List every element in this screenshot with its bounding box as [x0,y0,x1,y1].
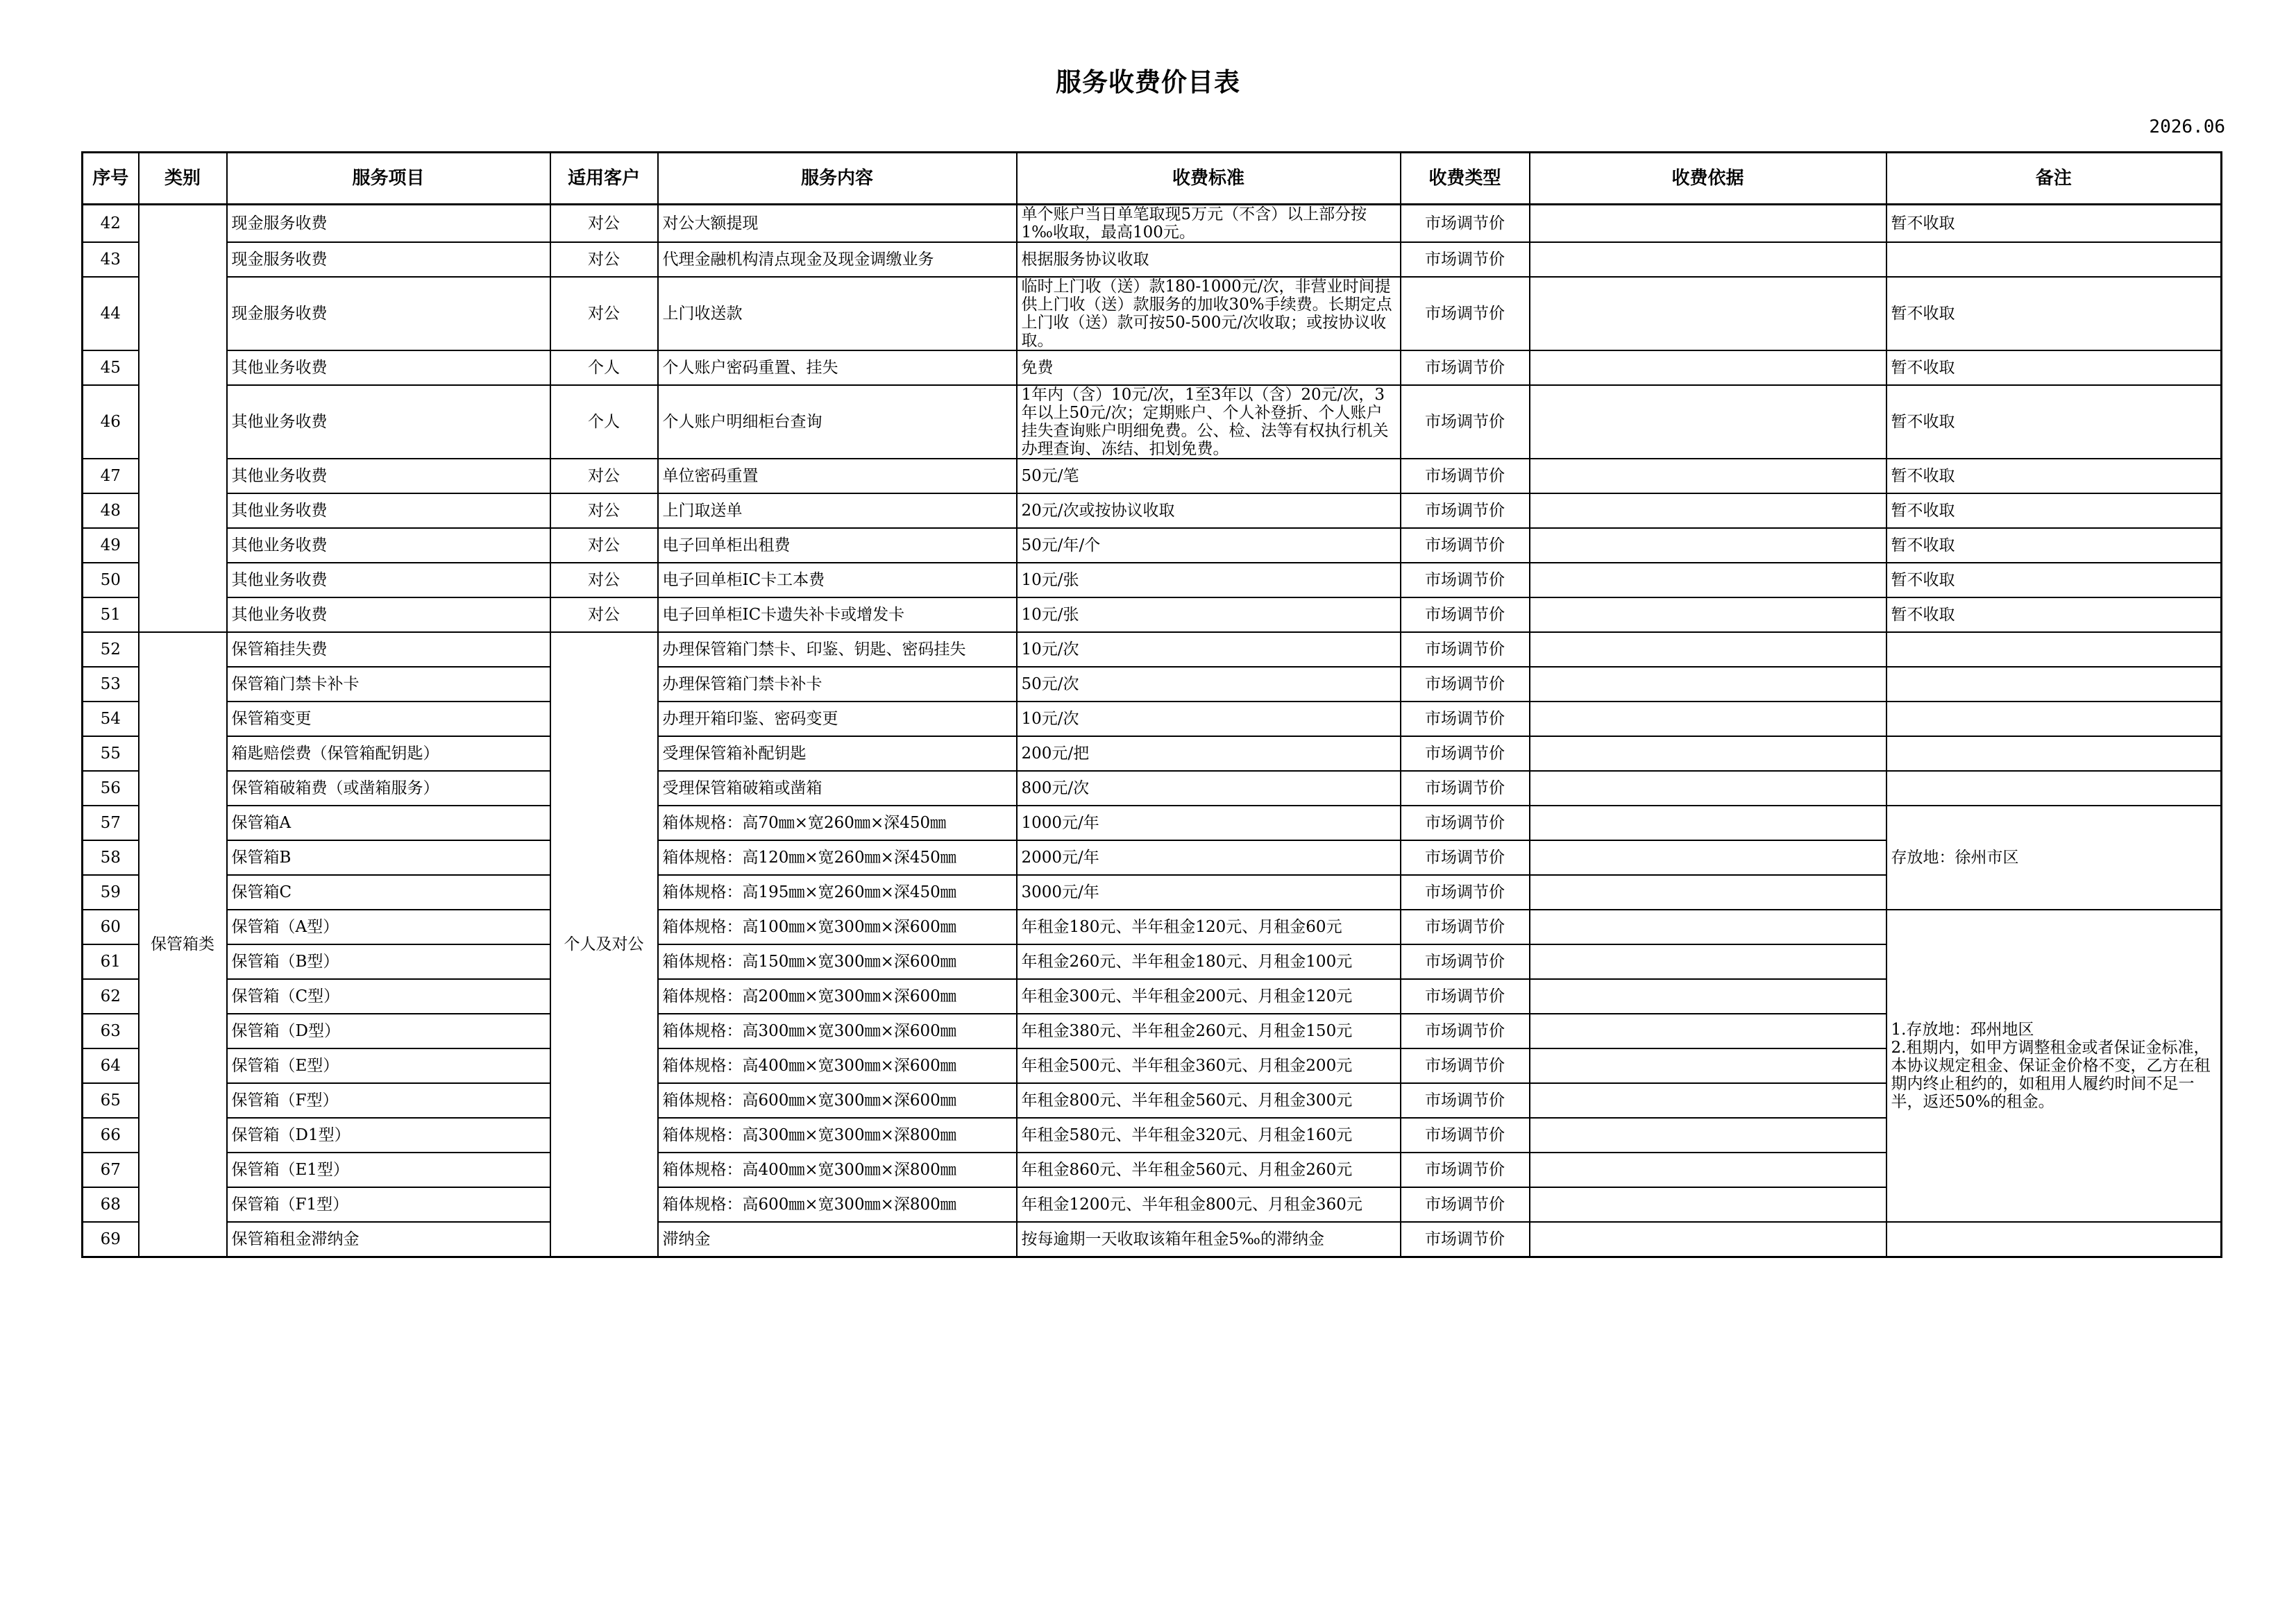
service-item: 现金服务收费 [227,277,550,350]
client-type: 对公 [550,459,658,493]
fee-standard: 免费 [1017,350,1401,385]
remark-cell [1886,771,2222,806]
table-row [83,806,2222,840]
fee-standard: 年租金380元、半年租金260元、月租金150元 [1017,1014,1401,1048]
service-content: 受理保管箱破箱或凿箱 [658,771,1017,806]
client-type: 对公 [550,528,658,563]
row-number: 68 [83,1187,139,1222]
service-item: 保管箱（D型） [227,1014,550,1048]
service-item: 其他业务收费 [227,385,550,459]
row-number: 62 [83,979,139,1014]
fee-basis [1530,806,1886,840]
service-item: 其他业务收费 [227,528,550,563]
service-content: 箱体规格：高70㎜×宽260㎜×深450㎜ [658,806,1017,840]
table-row [83,1222,2222,1257]
fee-type: 市场调节价 [1401,277,1530,350]
service-content: 箱体规格：高400㎜×宽300㎜×深800㎜ [658,1153,1017,1187]
fee-basis [1530,979,1886,1014]
service-item: 保管箱租金滞纳金 [227,1222,550,1257]
row-number: 66 [83,1118,139,1153]
remark-cell: 暂不收取 [1886,563,2222,597]
service-item: 保管箱挂失费 [227,632,550,667]
service-content: 电子回单柜出租费 [658,528,1017,563]
fee-basis [1530,459,1886,493]
service-item: 保管箱（C型） [227,979,550,1014]
fee-basis [1530,205,1886,243]
fee-basis [1530,736,1886,771]
fee-basis [1530,1222,1886,1257]
row-number: 48 [83,493,139,528]
row-number: 65 [83,1083,139,1118]
fee-standard: 年租金260元、半年租金180元、月租金100元 [1017,944,1401,979]
fee-standard: 20元/次或按协议收取 [1017,493,1401,528]
service-item: 其他业务收费 [227,563,550,597]
service-item: 保管箱门禁卡补卡 [227,667,550,702]
fee-type: 市场调节价 [1401,385,1530,459]
category-cell: 保管箱类 [139,632,227,1257]
fee-basis [1530,242,1886,277]
service-content: 箱体规格：高100㎜×宽300㎜×深600㎜ [658,910,1017,944]
fee-standard: 根据服务协议收取 [1017,242,1401,277]
service-item: 其他业务收费 [227,459,550,493]
remark-cell: 暂不收取 [1886,350,2222,385]
remark-cell [1886,242,2222,277]
fee-basis [1530,771,1886,806]
service-content: 受理保管箱补配钥匙 [658,736,1017,771]
table-row [83,277,2222,350]
table-row [83,385,2222,459]
fee-type: 市场调节价 [1401,1153,1530,1187]
row-number: 59 [83,875,139,910]
service-item: 保管箱（E型） [227,1048,550,1083]
column-header: 收费依据 [1530,153,1886,205]
table-row [83,910,2222,944]
table-row [83,736,2222,771]
fee-type: 市场调节价 [1401,493,1530,528]
fee-basis [1530,597,1886,632]
service-item: 保管箱破箱费（或凿箱服务） [227,771,550,806]
fee-basis [1530,875,1886,910]
service-content: 箱体规格：高195㎜×宽260㎜×深450㎜ [658,875,1017,910]
service-item: 保管箱（B型） [227,944,550,979]
row-number: 51 [83,597,139,632]
fee-standard: 按每逾期一天收取该箱年租金5‰的滞纳金 [1017,1222,1401,1257]
row-number: 42 [83,205,139,243]
row-number: 50 [83,563,139,597]
fee-type: 市场调节价 [1401,632,1530,667]
service-content: 代理金融机构清点现金及现金调缴业务 [658,242,1017,277]
row-number: 49 [83,528,139,563]
client-type: 对公 [550,493,658,528]
column-header: 服务项目 [227,153,550,205]
fee-basis [1530,493,1886,528]
fee-standard: 50元/年/个 [1017,528,1401,563]
fee-standard: 10元/次 [1017,632,1401,667]
service-item: 保管箱C [227,875,550,910]
fee-type: 市场调节价 [1401,1187,1530,1222]
service-content: 箱体规格：高300㎜×宽300㎜×深800㎜ [658,1118,1017,1153]
row-number: 47 [83,459,139,493]
fee-basis [1530,1187,1886,1222]
fee-basis [1530,1048,1886,1083]
column-header: 收费类型 [1401,153,1530,205]
fee-basis [1530,563,1886,597]
fee-basis [1530,1083,1886,1118]
remark-cell: 暂不收取 [1886,528,2222,563]
fee-type: 市场调节价 [1401,1118,1530,1153]
service-content: 单位密码重置 [658,459,1017,493]
fee-type: 市场调节价 [1401,350,1530,385]
service-item: 其他业务收费 [227,350,550,385]
service-item: 保管箱变更 [227,702,550,736]
table-row [83,205,2222,243]
fee-basis [1530,702,1886,736]
fee-standard: 200元/把 [1017,736,1401,771]
client-type: 个人 [550,385,658,459]
client-type: 个人 [550,350,658,385]
fee-type: 市场调节价 [1401,910,1530,944]
row-number: 67 [83,1153,139,1187]
fee-standard: 年租金800元、半年租金560元、月租金300元 [1017,1083,1401,1118]
table-row [83,632,2222,667]
service-content: 对公大额提现 [658,205,1017,243]
row-number: 53 [83,667,139,702]
table-row [83,702,2222,736]
row-number: 64 [83,1048,139,1083]
client-type: 个人及对公 [550,632,658,1257]
row-number: 45 [83,350,139,385]
fee-basis [1530,1153,1886,1187]
fee-standard: 临时上门收（送）款180-1000元/次，非营业时间提供上门收（送）款服务的加收30%手续费。长期定点上门收（送）款可按50-500元/次收取；或按协议收取。 [1017,277,1401,350]
column-header: 收费标准 [1017,153,1401,205]
row-number: 58 [83,840,139,875]
service-content: 箱体规格：高600㎜×宽300㎜×深600㎜ [658,1083,1017,1118]
fee-type: 市场调节价 [1401,979,1530,1014]
service-content: 箱体规格：高300㎜×宽300㎜×深600㎜ [658,1014,1017,1048]
table-header-row [83,153,2222,205]
row-number: 54 [83,702,139,736]
fee-standard: 2000元/年 [1017,840,1401,875]
table-row [83,528,2222,563]
remark-cell: 暂不收取 [1886,597,2222,632]
fee-standard: 年租金500元、半年租金360元、月租金200元 [1017,1048,1401,1083]
table-row [83,771,2222,806]
fee-standard: 年租金860元、半年租金560元、月租金260元 [1017,1153,1401,1187]
service-item: 保管箱B [227,840,550,875]
fee-basis [1530,632,1886,667]
category-cell [139,205,227,633]
service-content: 办理保管箱门禁卡、印鉴、钥匙、密码挂失 [658,632,1017,667]
column-header: 服务内容 [658,153,1017,205]
fee-standard: 800元/次 [1017,771,1401,806]
remark-cell [1886,1222,2222,1257]
service-content: 电子回单柜IC卡工本费 [658,563,1017,597]
service-item: 保管箱（F型） [227,1083,550,1118]
fee-basis [1530,1014,1886,1048]
page-title: 服务收费价目表 [1056,67,1240,97]
fee-standard: 单个账户当日单笔取现5万元（不含）以上部分按1‰收取，最高100元。 [1017,205,1401,243]
column-header: 序号 [83,153,139,205]
fee-standard: 1年内（含）10元/次，1至3年以（含）20元/次，3年以上50元/次；定期账户、个人补登折、个人账户挂失查询账户明细免费。公、检、法等有权执行机关办理查询、冻结、扣划免费。 [1017,385,1401,459]
service-content: 箱体规格：高400㎜×宽300㎜×深600㎜ [658,1048,1017,1083]
client-type: 对公 [550,597,658,632]
client-type: 对公 [550,242,658,277]
remark-cell: 暂不收取 [1886,205,2222,243]
table-row [83,242,2222,277]
fee-type: 市场调节价 [1401,242,1530,277]
row-number: 63 [83,1014,139,1048]
fee-table [81,151,2222,1258]
service-content: 箱体规格：高600㎜×宽300㎜×深800㎜ [658,1187,1017,1222]
client-type: 对公 [550,277,658,350]
column-header: 备注 [1886,153,2222,205]
fee-basis [1530,277,1886,350]
row-number: 44 [83,277,139,350]
table-row [83,493,2222,528]
remark-cell: 暂不收取 [1886,385,2222,459]
service-item: 其他业务收费 [227,493,550,528]
fee-type: 市场调节价 [1401,597,1530,632]
fee-standard: 3000元/年 [1017,875,1401,910]
row-number: 57 [83,806,139,840]
row-number: 43 [83,242,139,277]
fee-type: 市场调节价 [1401,806,1530,840]
table-body [83,205,2222,1257]
client-type: 对公 [550,205,658,243]
fee-standard: 50元/笔 [1017,459,1401,493]
fee-basis [1530,350,1886,385]
remark-cell: 1.存放地：邳州地区 2.租期内，如甲方调整租金或者保证金标准，本协议规定租金、保证金价格不变，乙方在租期内终止租约的，如租用人履约时间不足一半，返还50%的租金。 [1886,910,2222,1222]
service-content: 电子回单柜IC卡遗失补卡或增发卡 [658,597,1017,632]
document-date: 2026.06 [2149,117,2225,137]
fee-type: 市场调节价 [1401,875,1530,910]
table-row [83,563,2222,597]
service-content: 办理保管箱门禁卡补卡 [658,667,1017,702]
service-item: 其他业务收费 [227,597,550,632]
fee-type: 市场调节价 [1401,563,1530,597]
fee-type: 市场调节价 [1401,944,1530,979]
service-item: 保管箱A [227,806,550,840]
service-content: 上门收送款 [658,277,1017,350]
fee-basis [1530,910,1886,944]
fee-type: 市场调节价 [1401,459,1530,493]
column-header: 类别 [139,153,227,205]
row-number: 55 [83,736,139,771]
service-content: 箱体规格：高120㎜×宽260㎜×深450㎜ [658,840,1017,875]
fee-type: 市场调节价 [1401,1014,1530,1048]
fee-basis [1530,944,1886,979]
row-number: 61 [83,944,139,979]
service-content: 个人账户密码重置、挂失 [658,350,1017,385]
service-item: 现金服务收费 [227,205,550,243]
table-row [83,597,2222,632]
fee-type: 市场调节价 [1401,667,1530,702]
service-item: 保管箱（D1型） [227,1118,550,1153]
fee-basis [1530,667,1886,702]
fee-standard: 10元/次 [1017,702,1401,736]
fee-type: 市场调节价 [1401,1048,1530,1083]
remark-cell: 暂不收取 [1886,459,2222,493]
fee-standard: 10元/张 [1017,597,1401,632]
fee-standard: 年租金1200元、半年租金800元、月租金360元 [1017,1187,1401,1222]
service-item: 保管箱（A型） [227,910,550,944]
fee-type: 市场调节价 [1401,1222,1530,1257]
fee-type: 市场调节价 [1401,702,1530,736]
service-content: 箱体规格：高200㎜×宽300㎜×深600㎜ [658,979,1017,1014]
fee-basis [1530,385,1886,459]
fee-type: 市场调节价 [1401,771,1530,806]
row-number: 46 [83,385,139,459]
remark-cell [1886,702,2222,736]
fee-standard: 10元/张 [1017,563,1401,597]
table-row [83,667,2222,702]
fee-type: 市场调节价 [1401,840,1530,875]
service-item: 箱匙赔偿费（保管箱配钥匙） [227,736,550,771]
row-number: 69 [83,1222,139,1257]
fee-type: 市场调节价 [1401,528,1530,563]
service-item: 保管箱（E1型） [227,1153,550,1187]
fee-standard: 年租金180元、半年租金120元、月租金60元 [1017,910,1401,944]
remark-cell [1886,632,2222,667]
service-content: 上门取送单 [658,493,1017,528]
service-content: 办理开箱印鉴、密码变更 [658,702,1017,736]
fee-basis [1530,528,1886,563]
remark-cell: 暂不收取 [1886,277,2222,350]
table-row [83,459,2222,493]
service-content: 个人账户明细柜台查询 [658,385,1017,459]
column-header: 适用客户 [550,153,658,205]
fee-standard: 1000元/年 [1017,806,1401,840]
remark-cell [1886,667,2222,702]
fee-standard: 年租金300元、半年租金200元、月租金120元 [1017,979,1401,1014]
client-type: 对公 [550,563,658,597]
row-number: 56 [83,771,139,806]
fee-standard: 年租金580元、半年租金320元、月租金160元 [1017,1118,1401,1153]
service-content: 箱体规格：高150㎜×宽300㎜×深600㎜ [658,944,1017,979]
row-number: 60 [83,910,139,944]
fee-basis [1530,840,1886,875]
service-item: 保管箱（F1型） [227,1187,550,1222]
service-content: 滞纳金 [658,1222,1017,1257]
service-item: 现金服务收费 [227,242,550,277]
row-number: 52 [83,632,139,667]
remark-cell: 存放地：徐州市区 [1886,806,2222,910]
remark-cell: 暂不收取 [1886,493,2222,528]
table-row [83,350,2222,385]
fee-type: 市场调节价 [1401,736,1530,771]
remark-cell [1886,736,2222,771]
fee-type: 市场调节价 [1401,1083,1530,1118]
fee-type: 市场调节价 [1401,205,1530,243]
fee-standard: 50元/次 [1017,667,1401,702]
fee-basis [1530,1118,1886,1153]
